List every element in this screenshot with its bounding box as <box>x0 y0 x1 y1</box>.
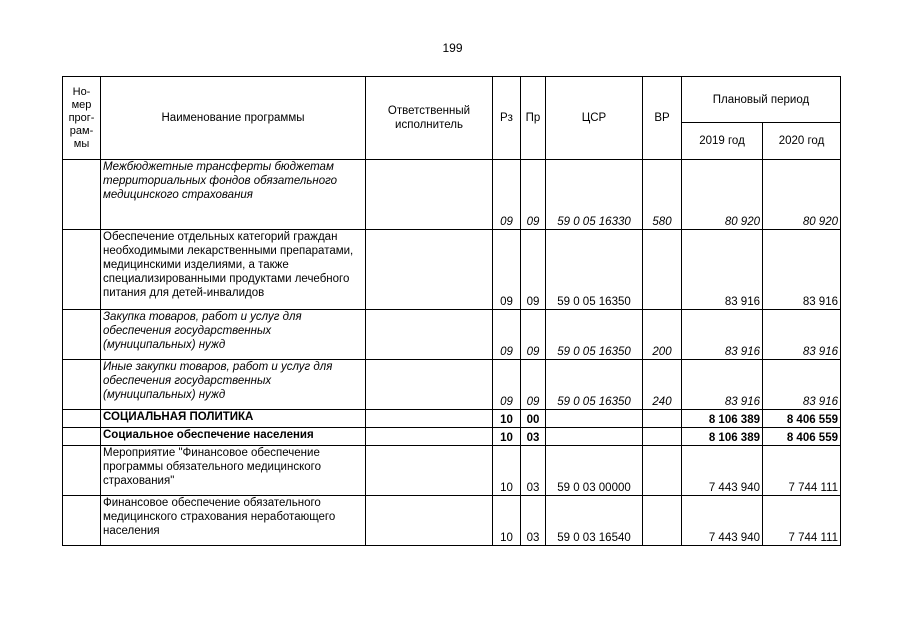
cell-2020: 83 916 <box>763 360 841 410</box>
header-responsible: Ответственный исполнитель <box>366 77 493 160</box>
cell-pr: 09 <box>521 230 546 310</box>
table-row <box>63 410 841 428</box>
cell-program-name: СОЦИАЛЬНАЯ ПОЛИТИКА <box>101 410 366 428</box>
cell-program-name: Иные закупки товаров, работ и услуг для обеспечения государственных (муниципальных) нужд <box>101 360 366 410</box>
cell-program-number <box>63 496 101 546</box>
table-row <box>63 360 841 410</box>
cell-csr: 59 0 05 16330 <box>546 160 643 230</box>
header-planned-period: Плановый период <box>682 77 841 123</box>
cell-csr: 59 0 03 16540 <box>546 496 643 546</box>
header-program-name: Наименование программы <box>101 77 366 160</box>
table-row <box>63 446 841 496</box>
cell-program-name: Социальное обеспечение населения <box>101 428 366 446</box>
cell-program-name: Мероприятие "Финансовое обеспечение программы обязательного медицинского страхования" <box>101 446 366 496</box>
cell-program-name: Закупка товаров, работ и услуг для обеспечения государственных (муниципальных) нужд <box>101 310 366 360</box>
cell-csr <box>546 428 643 446</box>
cell-pr: 00 <box>521 410 546 428</box>
header-csr: ЦСР <box>546 77 643 160</box>
header-pr: Пр <box>521 77 546 160</box>
cell-2019: 83 916 <box>682 360 763 410</box>
cell-rz: 09 <box>493 310 521 360</box>
cell-2019: 83 916 <box>682 310 763 360</box>
cell-rz: 10 <box>493 428 521 446</box>
cell-responsible <box>366 360 493 410</box>
cell-2020: 83 916 <box>763 310 841 360</box>
cell-2019: 8 106 389 <box>682 410 763 428</box>
cell-pr: 03 <box>521 496 546 546</box>
cell-responsible <box>366 496 493 546</box>
cell-csr: 59 0 03 00000 <box>546 446 643 496</box>
cell-rz: 10 <box>493 410 521 428</box>
header-year-2020: 2020 год <box>763 123 841 160</box>
table-row <box>63 160 841 230</box>
cell-program-number <box>63 160 101 230</box>
cell-csr <box>546 410 643 428</box>
cell-rz: 09 <box>493 160 521 230</box>
cell-csr: 59 0 05 16350 <box>546 310 643 360</box>
cell-vr <box>643 428 682 446</box>
cell-pr: 09 <box>521 160 546 230</box>
header-rz: Рз <box>493 77 521 160</box>
cell-csr: 59 0 05 16350 <box>546 360 643 410</box>
cell-2020: 7 744 111 <box>763 446 841 496</box>
table-row <box>63 428 841 446</box>
cell-2019: 83 916 <box>682 230 763 310</box>
cell-2020: 8 406 559 <box>763 428 841 446</box>
header-vr: ВР <box>643 77 682 160</box>
cell-vr: 240 <box>643 360 682 410</box>
cell-2020: 80 920 <box>763 160 841 230</box>
cell-2020: 83 916 <box>763 230 841 310</box>
table-header <box>63 77 841 160</box>
cell-pr: 03 <box>521 446 546 496</box>
cell-2019: 7 443 940 <box>682 496 763 546</box>
cell-pr: 03 <box>521 428 546 446</box>
cell-program-number <box>63 310 101 360</box>
cell-program-name: Обеспечение отдельных категорий граждан необходимыми лекарственными препаратами, медицинскими изделиями, а также специализированными продуктами лечебного питания для детей-инвалидов <box>101 230 366 310</box>
cell-vr: 200 <box>643 310 682 360</box>
budget-table <box>62 76 841 546</box>
cell-2019: 7 443 940 <box>682 446 763 496</box>
cell-rz: 10 <box>493 446 521 496</box>
cell-2020: 8 406 559 <box>763 410 841 428</box>
cell-program-number <box>63 230 101 310</box>
cell-program-number <box>63 360 101 410</box>
cell-pr: 09 <box>521 360 546 410</box>
cell-2019: 8 106 389 <box>682 428 763 446</box>
cell-responsible <box>366 410 493 428</box>
cell-vr <box>643 446 682 496</box>
cell-pr: 09 <box>521 310 546 360</box>
cell-program-name: Межбюджетные трансферты бюджетам территориальных фондов обязательного медицинского страхования <box>101 160 366 230</box>
cell-csr: 59 0 05 16350 <box>546 230 643 310</box>
cell-responsible <box>366 160 493 230</box>
cell-rz: 10 <box>493 496 521 546</box>
cell-vr <box>643 230 682 310</box>
table-row <box>63 496 841 546</box>
cell-program-number <box>63 428 101 446</box>
cell-program-number <box>63 446 101 496</box>
cell-responsible <box>366 428 493 446</box>
header-year-2019: 2019 год <box>682 123 763 160</box>
table-body <box>63 160 841 546</box>
cell-vr: 580 <box>643 160 682 230</box>
cell-vr <box>643 496 682 546</box>
cell-responsible <box>366 310 493 360</box>
cell-program-number <box>63 410 101 428</box>
cell-responsible <box>366 446 493 496</box>
cell-rz: 09 <box>493 360 521 410</box>
cell-program-name: Финансовое обеспечение обязательного медицинского страхования неработающего населения <box>101 496 366 546</box>
table-row <box>63 230 841 310</box>
page-number: 199 <box>442 41 463 55</box>
cell-responsible <box>366 230 493 310</box>
cell-rz: 09 <box>493 230 521 310</box>
table-row <box>63 310 841 360</box>
cell-2020: 7 744 111 <box>763 496 841 546</box>
cell-vr <box>643 410 682 428</box>
header-program-number: Но- мер прог- рам- мы <box>63 77 101 160</box>
cell-2019: 80 920 <box>682 160 763 230</box>
